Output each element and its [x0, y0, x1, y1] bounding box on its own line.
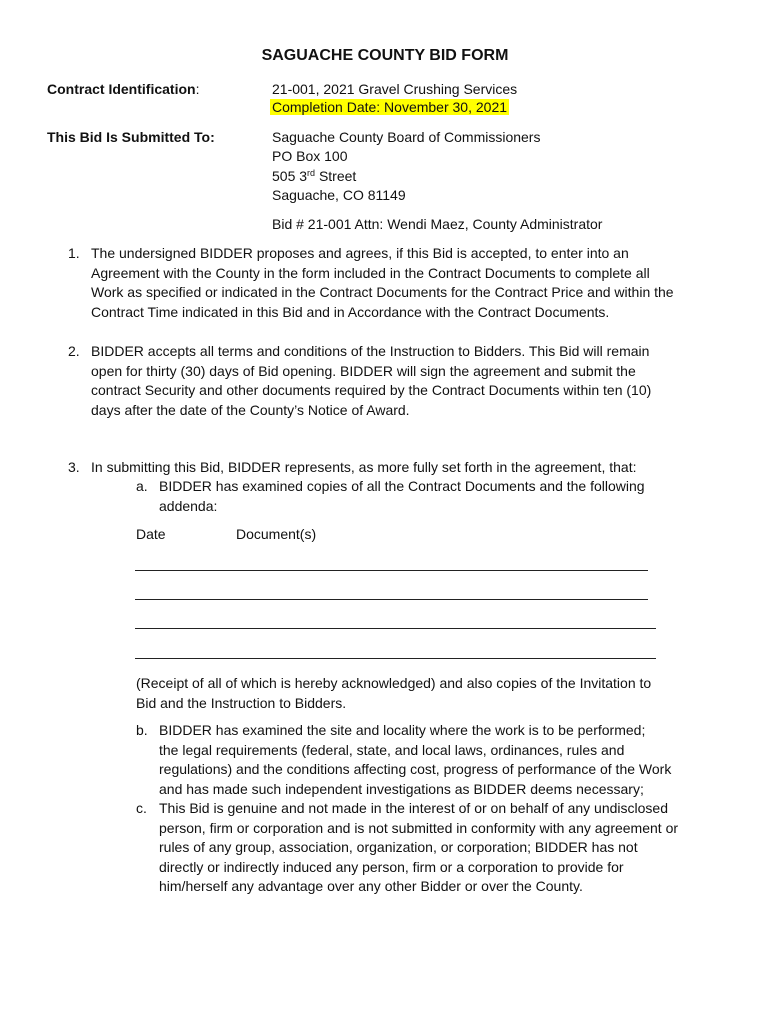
item-2-line: BIDDER accepts all terms and conditions of the Instruction to Bidders. This Bid will remain — [91, 343, 650, 359]
date-column-label: Date — [136, 526, 166, 542]
street-post: Street — [315, 168, 357, 184]
addenda-blank-line-1[interactable] — [135, 570, 648, 571]
item-3-text: In submitting this Bid, BIDDER represents, as more fully set forth in the agreement, that: — [91, 459, 637, 475]
contract-label-colon: : — [195, 81, 200, 97]
contract-line1: 21-001, 2021 Gravel Crushing Services — [272, 81, 518, 97]
receipt-text — [136, 674, 651, 713]
sub-c-line: him/herself any advantage over any other Bidder or over the County. — [159, 878, 583, 894]
sub-a-line: BIDDER has examined copies of all the Contract Documents and the following — [159, 478, 645, 494]
sub-c-line: person, firm or corporation and is not submitted in conformity with any agreement or — [159, 819, 679, 836]
street-sup: rd — [307, 168, 316, 178]
submitted-street — [272, 168, 356, 184]
sub-b-text — [159, 721, 671, 799]
page-title: SAGUACHE COUNTY BID FORM — [261, 47, 509, 64]
completion-date: Completion Date: November 30, 2021 — [272, 99, 508, 115]
sub-c-text — [159, 799, 678, 897]
sub-b-line: the legal requirements (federal, state, and local laws, ordinances, rules and — [159, 741, 625, 758]
item-2-line: contract Security and other documents required by the Contract Documents within ten (10) — [91, 382, 652, 398]
sub-b-letter: b. — [136, 722, 148, 738]
item-1-line: Work as specified or indicated in the Contract Documents for the Contract Price and within the — [91, 284, 674, 300]
sub-b-line: regulations) and the conditions affecting cost, progress of performance of the Work — [159, 761, 672, 777]
item-1-line: Agreement with the County in the form included in the Contract Documents to complete all — [91, 264, 650, 281]
submitted-city: Saguache, CO 81149 — [272, 187, 406, 203]
item-1-number: 1. — [68, 245, 80, 261]
item-2-line: days after the date of the County’s Notice of Award. — [91, 401, 410, 418]
sub-c-line: directly or indirectly induced any person, firm or a corporation to provide for — [159, 858, 624, 875]
bid-attn: Bid # 21-001 Attn: Wendi Maez, County Administrator — [272, 216, 603, 232]
item-1-line: The undersigned BIDDER proposes and agrees, if this Bid is accepted, to enter into an — [91, 245, 629, 261]
sub-a-letter: a. — [136, 478, 148, 494]
sub-a-line: addenda: — [159, 497, 218, 514]
addenda-blank-line-4[interactable] — [135, 658, 656, 659]
addenda-blank-line-3[interactable] — [135, 628, 656, 629]
contract-label-text: Contract Identification — [47, 81, 196, 97]
addenda-blank-line-2[interactable] — [135, 599, 648, 600]
item-2-number: 2. — [68, 343, 80, 359]
item-2-text — [91, 342, 651, 420]
submitted-pobox: PO Box 100 — [272, 148, 348, 164]
sub-c-letter: c. — [136, 800, 147, 816]
item-3-number: 3. — [68, 459, 80, 475]
sub-c-line: This Bid is genuine and not made in the interest of or on behalf of any undisclosed — [159, 800, 668, 816]
submitted-label: This Bid Is Submitted To: — [47, 129, 215, 145]
receipt-line: (Receipt of all of which is hereby acknowledged) and also copies of the Invitation to — [136, 675, 652, 691]
item-2-line: open for thirty (30) days of Bid opening. BIDDER will sign the agreement and submit the — [91, 362, 636, 379]
documents-column-label: Document(s) — [236, 526, 317, 542]
contract-label — [47, 81, 199, 97]
submitted-org: Saguache County Board of Commissioners — [272, 129, 541, 145]
sub-c-line: rules of any group, association, organization, or corporation; BIDDER has not — [159, 839, 638, 855]
item-1-text — [91, 244, 674, 322]
sub-a-text — [159, 477, 645, 516]
receipt-line: Bid and the Instruction to Bidders. — [136, 694, 347, 711]
street-pre: 505 3 — [272, 168, 308, 184]
sub-b-line: BIDDER has examined the site and locality where the work is to be performed; — [159, 722, 646, 738]
sub-b-line: and has made such independent investigations as BIDDER deems necessary; — [159, 780, 644, 797]
item-1-line: Contract Time indicated in this Bid and in Accordance with the Contract Documents. — [91, 303, 610, 320]
